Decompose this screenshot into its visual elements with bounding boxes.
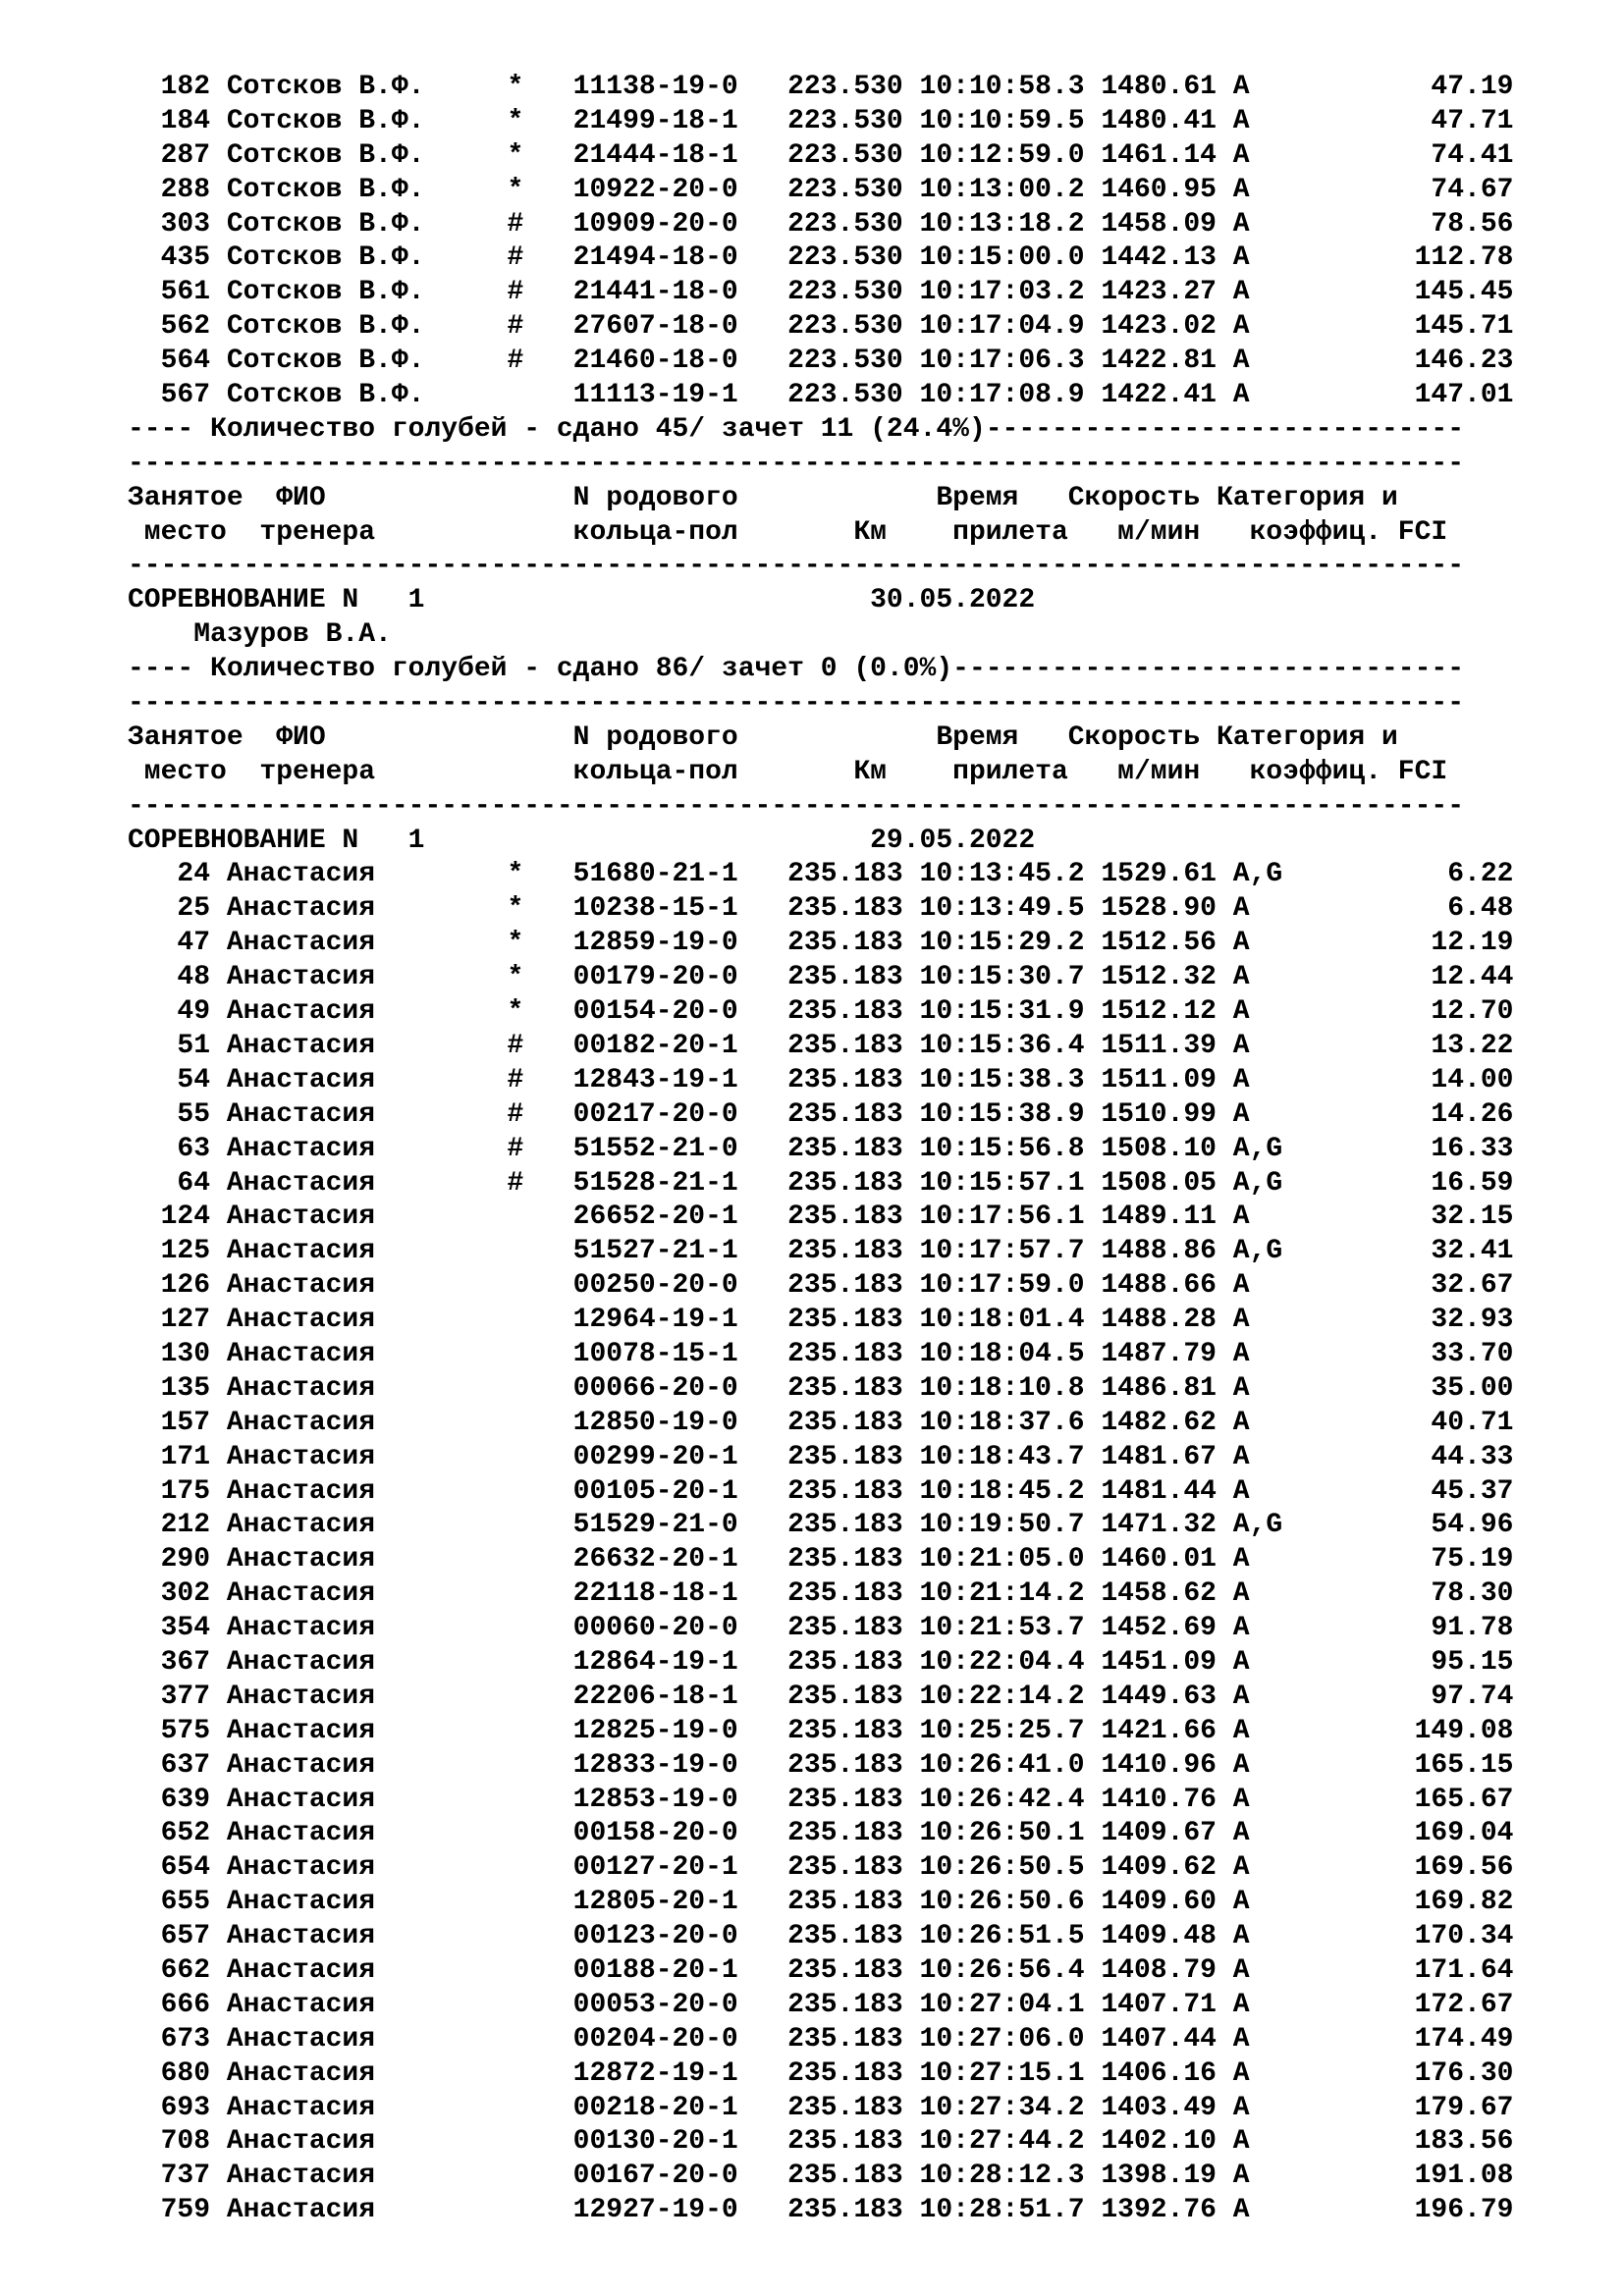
result-row: 126 Анастасия 00250-20-0 235.183 10:17:59.0 1488.66 A 32.67 (128, 1270, 1514, 1302)
result-row: 708 Анастасия 00130-20-1 235.183 10:27:44.2 1402.10 A 183.56 (128, 2126, 1514, 2158)
result-row: 288 Сотсков В.Ф. * 10922-20-0 223.530 10:13:00.2 1460.95 A 74.67 (128, 174, 1514, 205)
separator-line: --------------------------------------------------------------------------------- (128, 790, 1465, 822)
result-row: 54 Анастасия # 12843-19-1 235.183 10:15:38.3 1511.09 A 14.00 (128, 1064, 1514, 1095)
competition-header: СОРЕВНОВАНИЕ N 1 29.05.2022 (128, 825, 1036, 856)
column-header: место тренера кольца-пол Км прилета м/мин коэффиц. FCI (128, 756, 1448, 787)
result-row: 212 Анастасия 51529-21-0 235.183 10:19:50.7 1471.32 A,G 54.96 (128, 1510, 1514, 1541)
separator-line: --------------------------------------------------------------------------------- (128, 688, 1465, 720)
result-row: 637 Анастасия 12833-19-0 235.183 10:26:41.0 1410.96 A 165.15 (128, 1749, 1514, 1781)
result-row: 64 Анастасия # 51528-21-1 235.183 10:15:57.1 1508.05 A,G 16.59 (128, 1167, 1514, 1199)
result-row: 24 Анастасия * 51680-21-1 235.183 10:13:45.2 1529.61 A,G 6.22 (128, 859, 1514, 890)
result-row: 175 Анастасия 00105-20-1 235.183 10:18:45.2 1481.44 A 45.37 (128, 1475, 1514, 1507)
result-row: 737 Анастасия 00167-20-0 235.183 10:28:12.3 1398.19 A 191.08 (128, 2161, 1514, 2192)
result-row: 63 Анастасия # 51552-21-0 235.183 10:15:56.8 1508.10 A,G 16.33 (128, 1133, 1514, 1164)
result-row: 55 Анастасия # 00217-20-0 235.183 10:15:38.9 1510.99 A 14.26 (128, 1098, 1514, 1130)
result-row: 130 Анастасия 10078-15-1 235.183 10:18:04.5 1487.79 A 33.70 (128, 1338, 1514, 1369)
competition-header: СОРЕВНОВАНИЕ N 1 30.05.2022 (128, 585, 1036, 616)
result-row: 654 Анастасия 00127-20-1 235.183 10:26:50.5 1409.62 A 169.56 (128, 1852, 1514, 1884)
result-row: 124 Анастасия 26652-20-1 235.183 10:17:56.1 1489.11 A 32.15 (128, 1201, 1514, 1233)
result-row: 561 Сотсков В.Ф. # 21441-18-0 223.530 10:17:03.2 1423.27 A 145.45 (128, 277, 1514, 308)
summary-line: ---- Количество голубей - сдано 86/ зачет 0 (0.0%)------------------------------- (128, 654, 1465, 685)
result-row: 673 Анастасия 00204-20-0 235.183 10:27:06.0 1407.44 A 174.49 (128, 2023, 1514, 2055)
result-row: 302 Анастасия 22118-18-1 235.183 10:21:14.2 1458.62 A 78.30 (128, 1578, 1514, 1610)
fancier-name: Мазуров В.А. (128, 619, 392, 651)
result-row: 435 Сотсков В.Ф. # 21494-18-0 223.530 10:15:00.0 1442.13 A 112.78 (128, 242, 1514, 274)
result-row: 171 Анастасия 00299-20-1 235.183 10:18:43.7 1481.67 A 44.33 (128, 1441, 1514, 1472)
result-row: 567 Сотсков В.Ф. 11113-19-1 223.530 10:17:08.9 1422.41 A 147.01 (128, 380, 1514, 411)
result-row: 562 Сотсков В.Ф. # 27607-18-0 223.530 10:17:04.9 1423.02 A 145.71 (128, 311, 1514, 343)
result-row: 157 Анастасия 12850-19-0 235.183 10:18:37.6 1482.62 A 40.71 (128, 1407, 1514, 1438)
result-row: 666 Анастасия 00053-20-0 235.183 10:27:04.1 1407.71 A 172.67 (128, 1989, 1514, 2020)
result-row: 652 Анастасия 00158-20-0 235.183 10:26:50.1 1409.67 A 169.04 (128, 1818, 1514, 1849)
result-row: 377 Анастасия 22206-18-1 235.183 10:22:14.2 1449.63 A 97.74 (128, 1681, 1514, 1712)
result-row: 287 Сотсков В.Ф. * 21444-18-1 223.530 10:12:59.0 1461.14 A 74.41 (128, 139, 1514, 171)
result-row: 25 Анастасия * 10238-15-1 235.183 10:13:49.5 1528.90 A 6.48 (128, 893, 1514, 925)
result-row: 662 Анастасия 00188-20-1 235.183 10:26:56.4 1408.79 A 171.64 (128, 1954, 1514, 1986)
result-row: 575 Анастасия 12825-19-0 235.183 10:25:25.7 1421.66 A 149.08 (128, 1715, 1514, 1746)
result-row: 639 Анастасия 12853-19-0 235.183 10:26:42.4 1410.76 A 165.67 (128, 1784, 1514, 1815)
result-row: 290 Анастасия 26632-20-1 235.183 10:21:05.0 1460.01 A 75.19 (128, 1544, 1514, 1575)
summary-line: ---- Количество голубей - сдано 45/ зачет 11 (24.4%)----------------------------- (128, 413, 1465, 445)
result-row: 680 Анастасия 12872-19-1 235.183 10:27:15.1 1406.16 A 176.30 (128, 2057, 1514, 2089)
result-row: 182 Сотсков В.Ф. * 11138-19-0 223.530 10:10:58.3 1480.61 A 47.19 (128, 72, 1514, 102)
result-row: 655 Анастасия 12805-20-1 235.183 10:26:50.6 1409.60 A 169.82 (128, 1887, 1514, 1918)
result-row: 693 Анастасия 00218-20-1 235.183 10:27:34.2 1403.49 A 179.67 (128, 2092, 1514, 2123)
result-row: 49 Анастасия * 00154-20-0 235.183 10:15:31.9 1512.12 A 12.70 (128, 996, 1514, 1028)
result-row: 48 Анастасия * 00179-20-0 235.183 10:15:30.7 1512.32 A 12.44 (128, 962, 1514, 993)
separator-line: --------------------------------------------------------------------------------- (128, 448, 1465, 479)
column-header: место тренера кольца-пол Км прилета м/мин коэффиц. FCI (128, 516, 1448, 548)
result-row: 127 Анастасия 12964-19-1 235.183 10:18:01.4 1488.28 A 32.93 (128, 1305, 1514, 1336)
result-row: 47 Анастасия * 12859-19-0 235.183 10:15:29.2 1512.56 A 12.19 (128, 928, 1514, 959)
result-row: 564 Сотсков В.Ф. # 21460-18-0 223.530 10:17:06.3 1422.81 A 146.23 (128, 346, 1514, 377)
result-row: 354 Анастасия 00060-20-0 235.183 10:21:53.7 1452.69 A 91.78 (128, 1613, 1514, 1644)
results-report (128, 71, 1600, 2228)
result-row: 184 Сотсков В.Ф. * 21499-18-1 223.530 10:10:59.5 1480.41 A 47.71 (128, 105, 1514, 136)
result-row: 135 Анастасия 00066-20-0 235.183 10:18:10.8 1486.81 A 35.00 (128, 1372, 1514, 1404)
result-row: 657 Анастасия 00123-20-0 235.183 10:26:51.5 1409.48 A 170.34 (128, 1921, 1514, 1952)
column-header: Занятое ФИО N родового Время Скорость Категория и (128, 721, 1398, 753)
result-row: 125 Анастасия 51527-21-1 235.183 10:17:57.7 1488.86 A,G 32.41 (128, 1236, 1514, 1267)
result-row: 51 Анастасия # 00182-20-1 235.183 10:15:36.4 1511.39 A 13.22 (128, 1030, 1514, 1061)
result-row: 303 Сотсков В.Ф. # 10909-20-0 223.530 10:13:18.2 1458.09 A 78.56 (128, 208, 1514, 240)
column-header: Занятое ФИО N родового Время Скорость Категория и (128, 482, 1398, 513)
result-row: 759 Анастасия 12927-19-0 235.183 10:28:51.7 1392.76 A 196.79 (128, 2195, 1514, 2226)
separator-line: --------------------------------------------------------------------------------- (128, 551, 1465, 582)
result-row: 367 Анастасия 12864-19-1 235.183 10:22:04.4 1451.09 A 95.15 (128, 1646, 1514, 1678)
